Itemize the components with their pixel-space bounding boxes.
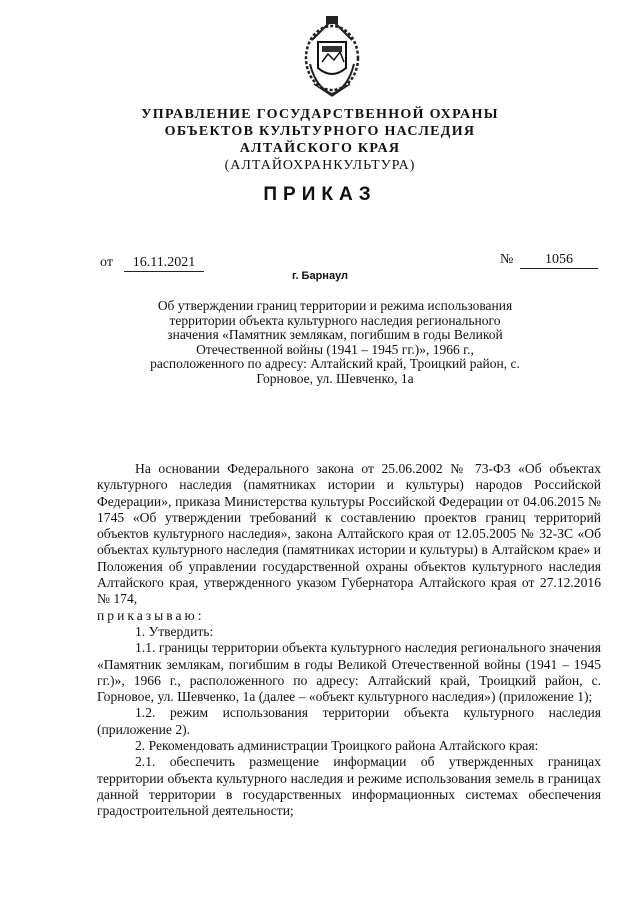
- organization-name: [0, 106, 640, 174]
- altai-coat-of-arms-emblem: [296, 14, 368, 98]
- org-line: УПРАВЛЕНИЕ ГОСУДАРСТВЕННОЙ ОХРАНЫ: [141, 107, 499, 122]
- order-word: приказываю:: [97, 607, 205, 623]
- item-1-1: 1.1. границы территории объекта культурного наследия регионального значения «Памятник землякам, погибшим в годы Великой Отечественной войны (1941 – 1945 гг.)», 1966 г., расположенного по адресу: Алтайский край, Троицкий район, с. Горновое, ул. Шевченко, 1а (далее – «объект культурного наследия») (приложение 1);: [97, 640, 601, 705]
- order-number: 1056: [520, 252, 598, 269]
- org-line: АЛТАЙСКОГО КРАЯ: [239, 141, 401, 156]
- org-line: ОБЪЕКТОВ КУЛЬТУРНОГО НАСЛЕДИЯ: [164, 124, 476, 139]
- item-2: 2. Рекомендовать администрации Троицкого района Алтайского края:: [135, 738, 539, 754]
- item-2-1: 2.1. обеспечить размещение информации об утвержденных границах территории объекта культурного наследия и режиме использования земель в границах данной территории в государственных информационных системах обеспечения градостроительной деятельности;: [97, 754, 601, 819]
- document-type-title: ПРИКАЗ: [263, 184, 377, 205]
- org-short-name: (АЛТАЙОХРАНКУЛЬТУРА): [224, 158, 416, 173]
- date-label: от: [100, 255, 113, 270]
- city: г. Барнаул: [291, 270, 349, 282]
- preamble-paragraph: На основании Федерального закона от 25.06.2002 № 73-ФЗ «Об объектах культурного наследия (памятниках истории и культуры) народов Российской Федерации», приказа Министерства культуры Российской Федерации от 04.06.2015 № 1745 «Об утверждении требований к составлению проектов границ территорий объектов культурного наследия», закона Алтайского края от 12.05.2005 № 32-ЗС «Об объектах культурного наследия (памятниках истории и культуры) в Алтайском крае» и Положения об управлении государственной охраны объектов культурного наследия Алтайского края, утвержденного указом Губернатора Алтайского края от 27.12.2016 № 174,: [97, 461, 601, 607]
- order-subject: Об утверждении границ территории и режима использования территории объекта культурного наследия регионального значения «Памятник землякам, погибшим в годы Великой Отечественной войны (1941 – 1945 гг.)», 1966 г., расположенного по адресу: Алтайский край, Троицкий район, с. Горновое, ул. Шевченко, 1а: [150, 298, 520, 386]
- item-1-2: 1.2. режим использования территории объекта культурного наследия (приложение 2).: [97, 705, 601, 737]
- number-label: №: [500, 252, 514, 267]
- item-1: 1. Утвердить:: [135, 623, 214, 639]
- order-body: [97, 461, 601, 820]
- order-date: 16.11.2021: [124, 255, 204, 272]
